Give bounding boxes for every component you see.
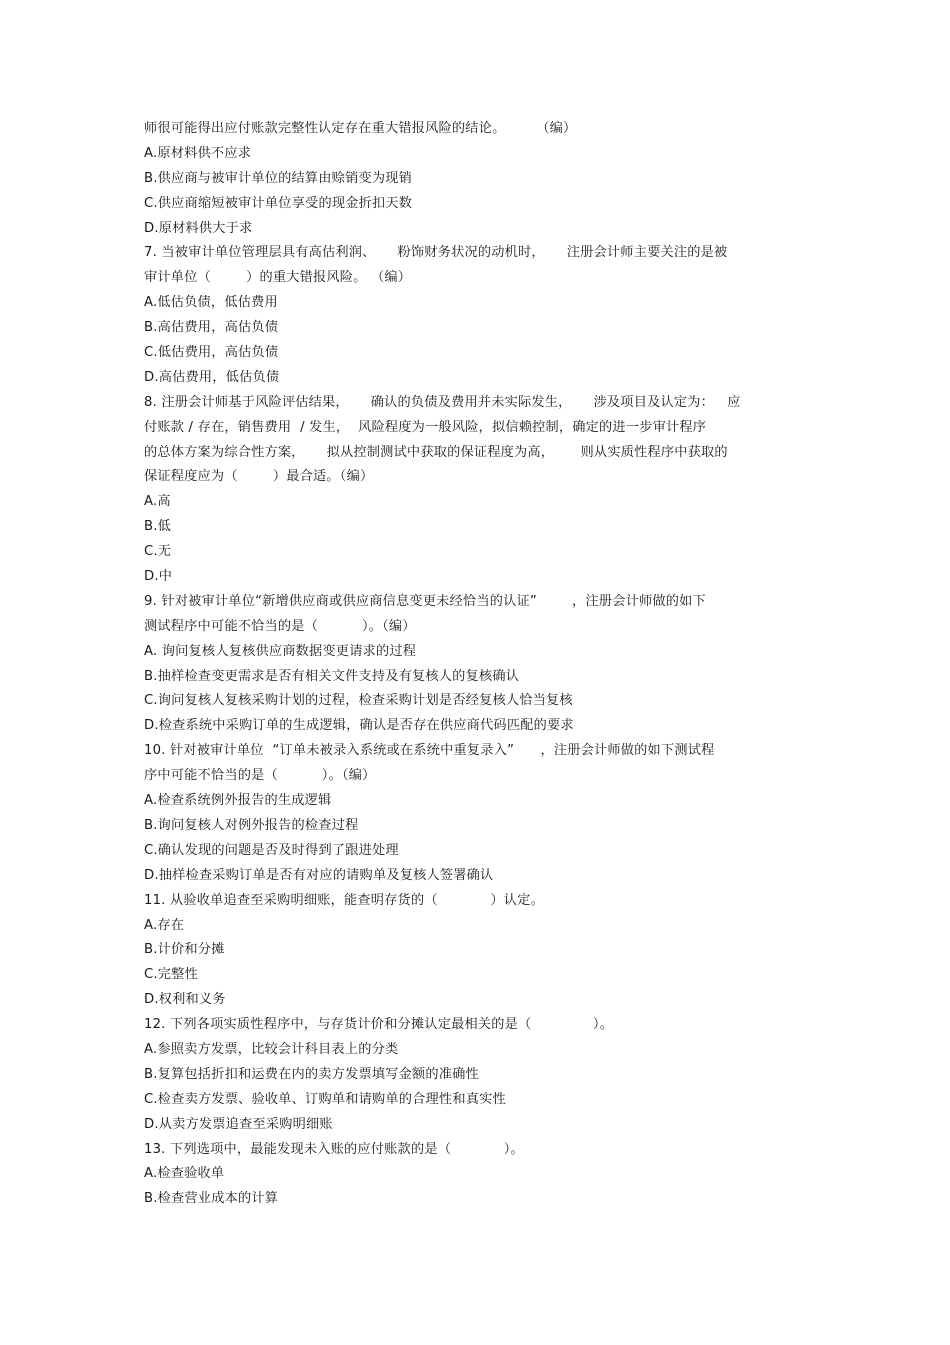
option-c: C.确认发现的问题是否及时得到了跟进处理 [144,842,399,858]
option-d: D.检查系统中采购订单的生成逻辑，确认是否存在供应商代码匹配的要求 [144,718,574,734]
question-8-line-3: 的总体方案为综合性方案， 拟从控制测试中获取的保证程度为高， 则从实质性程序中获取的 [144,444,728,460]
option-b: B.低 [144,519,172,535]
option-c: C.无 [144,544,172,560]
question-8-line-2: 付账款 / 存在，销售费用 / 发生， 风险程度为一般风险，拟信赖控制，确定的进一步审计程序 [144,419,707,435]
option-a: A.存在 [144,917,185,933]
option-a: A.低估负债，低估费用 [144,295,278,311]
option-a: A.高 [144,494,171,510]
option-b: B.供应商与被审计单位的结算由赊销变为现销 [144,170,412,186]
option-b: B.高估费用，高估负债 [144,320,279,336]
option-d: D.中 [144,569,173,585]
document-body [144,117,814,1212]
option-c: C.询问复核人复核采购计划的过程，检查采购计划是否经复核人恰当复核 [144,693,573,709]
option-b: B.抽样检查变更需求是否有相关文件支持及有复核人的复核确认 [144,668,520,684]
option-a: A. 询问复核人复核供应商数据变更请求的过程 [144,643,417,659]
question-8-line-1: 8. 注册会计师基于风险评估结果， 确认的负债及费用并未实际发生， 涉及项目及认定为： 应 [144,394,741,410]
option-a: A.检查验收单 [144,1166,225,1182]
option-c: C.完整性 [144,967,198,983]
question-12: 12. 下列各项实质性程序中，与存货计价和分摊认定最相关的是（ ）。 [144,1017,614,1033]
option-d: D.高估费用，低估负债 [144,369,280,385]
option-d: D.抽样检查采购订单是否有对应的请购单及复核人签署确认 [144,867,494,883]
option-b: B.检查营业成本的计算 [144,1191,279,1207]
option-d: D.原材料供大于求 [144,220,253,236]
question-7-line-1: 7. 当被审计单位管理层具有高估利润、 粉饰财务状况的动机时， 注册会计师主要关注的是被 [144,245,728,261]
option-b: B.复算包括折扣和运费在内的卖方发票填写金额的准确性 [144,1066,479,1082]
question-10-line-2: 序中可能不恰当的是（ ）。（编） [144,768,376,784]
option-d: D.从卖方发票追查至采购明细账 [144,1116,333,1132]
option-c: C.低估费用，高估负债 [144,345,279,361]
option-c: C.检查卖方发票、验收单、订购单和请购单的合理性和真实性 [144,1091,506,1107]
text-line: 师很可能得出应付账款完整性认定存在重大错报风险的结论。 （编） [144,121,577,136]
question-9-line-1: 9. 针对被审计单位“新增供应商或供应商信息变更未经恰当的认证” ，注册会计师做的如下 [144,593,706,609]
option-b: B.询问复核人对例外报告的检查过程 [144,817,359,833]
question-11: 11. 从验收单追查至采购明细账，能查明存货的（ ）认定。 [144,892,544,908]
question-8-line-4: 保证程度应为（ ）最合适。（编） [144,469,374,485]
option-c: C.供应商缩短被审计单位享受的现金折扣天数 [144,195,413,211]
option-b: B.计价和分摊 [144,942,225,958]
option-d: D.权利和义务 [144,992,226,1008]
question-10-line-1: 10. 针对被审计单位 “订单未被录入系统或在系统中重复录入” ，注册会计师做的如下测试程 [144,743,715,759]
option-a: A.原材料供不应求 [144,145,252,161]
option-a: A.参照卖方发票，比较会计科目表上的分类 [144,1041,399,1057]
question-13: 13. 下列选项中，最能发现未入账的应付账款的是（ ）。 [144,1141,524,1157]
option-a: A.检查系统例外报告的生成逻辑 [144,793,332,809]
question-7-line-2: 审计单位（ ）的重大错报风险。 （编） [144,270,412,286]
question-9-line-2: 测试程序中可能不恰当的是（ ）。（编） [144,618,416,634]
